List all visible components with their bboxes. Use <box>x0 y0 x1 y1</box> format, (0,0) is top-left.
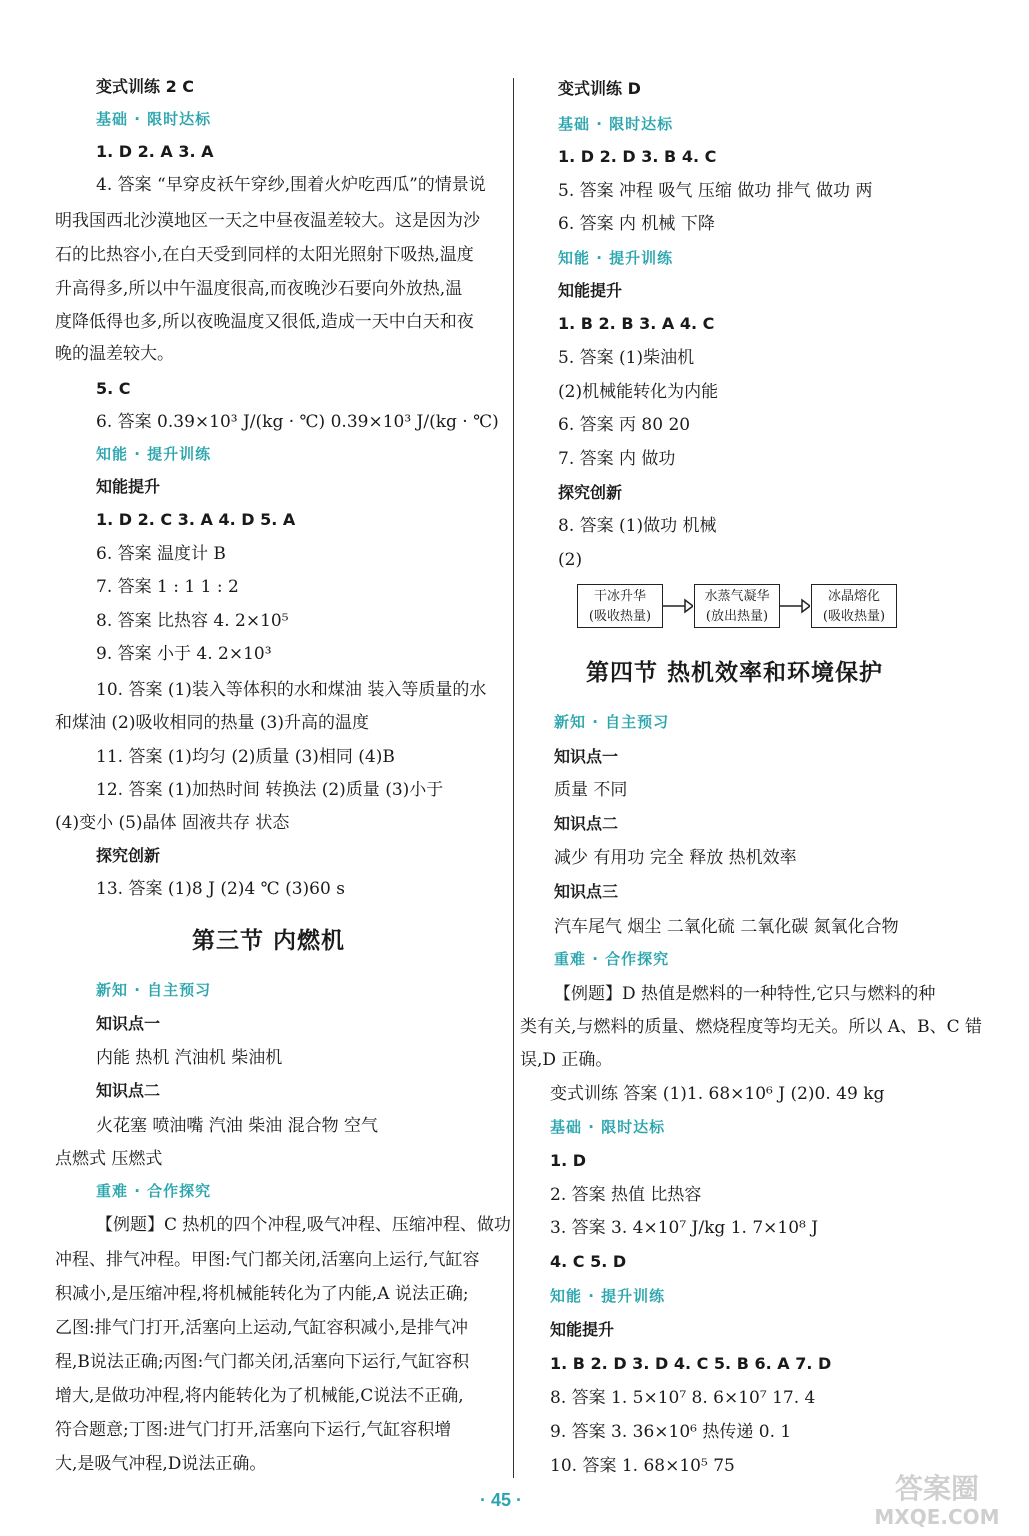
flow-box-1 <box>577 584 663 628</box>
text-line: 知能提升 <box>550 1320 615 1339</box>
text-line: 探究创新 <box>96 846 161 865</box>
text-line: 增大,是做功冲程,将内能转化为了机械能,C说法不正确, <box>55 1386 464 1406</box>
text-line: 1. D 2. D 3. B 4. C <box>558 147 717 166</box>
text-line: 探究创新 <box>558 483 623 502</box>
text-line: (4)变小 (5)晶体 固液共存 状态 <box>55 813 290 833</box>
section-heading: 知能 · 提升训练 <box>96 445 212 463</box>
text-line: 大,是吸气冲程,D说法正确。 <box>55 1454 267 1474</box>
section-heading: 新知 · 自主预习 <box>554 713 670 731</box>
text-line: 积减小,是压缩冲程,将机械能转化为了内能,A 说法正确; <box>55 1284 469 1304</box>
text-line: 1. B 2. B 3. A 4. C <box>558 314 715 333</box>
text-line: 1. D 2. C 3. A 4. D 5. A <box>96 510 296 529</box>
flow-diagram <box>577 584 907 634</box>
text-line: 8. 答案 1. 5×10⁷ 8. 6×10⁷ 17. 4 <box>550 1388 816 1408</box>
text-line: (2)机械能转化为内能 <box>558 382 719 402</box>
section-heading: 重难 · 合作探究 <box>96 1182 212 1200</box>
flow-box-3-note: (吸收热量) <box>822 609 886 624</box>
text-line: 1. D <box>550 1151 587 1170</box>
text-line: 知识点一 <box>554 747 619 766</box>
text-line: 11. 答案 (1)均匀 (2)质量 (3)相同 (4)B <box>96 747 395 767</box>
text-line: 知能提升 <box>96 477 161 496</box>
flow-box-3-title: 冰晶熔化 <box>827 589 880 604</box>
text-line: 8. 答案 (1)做功 机械 <box>558 516 717 536</box>
text-line: 变式训练 D <box>558 79 641 98</box>
text-line: 内能 热机 汽油机 柴油机 <box>96 1048 283 1068</box>
text-line: 10. 答案 1. 68×10⁵ 75 <box>550 1456 735 1476</box>
chapter-title: 第四节 热机效率和环境保护 <box>586 660 884 686</box>
text-line: 5. C <box>96 379 131 398</box>
section-heading: 基础 · 限时达标 <box>96 110 212 128</box>
text-line: 9. 答案 3. 36×10⁶ 热传递 0. 1 <box>550 1422 792 1442</box>
watermark-bottom: MXQE.COM <box>874 1505 1000 1529</box>
chapter-title: 第三节 内燃机 <box>192 928 346 954</box>
text-line: 知识点一 <box>96 1014 161 1033</box>
text-line: 【例题】C 热机的四个冲程,吸气冲程、压缩冲程、做功 <box>96 1215 511 1235</box>
text-line: 6. 答案 丙 80 20 <box>558 415 691 435</box>
text-line: 【例题】D 热值是燃料的一种特性,它只与燃料的种 <box>554 984 936 1004</box>
text-line: 点燃式 压燃式 <box>55 1149 163 1169</box>
text-line: 2. 答案 热值 比热容 <box>550 1185 702 1205</box>
text-line: 7. 答案 1 : 1 1 : 2 <box>96 577 239 597</box>
text-line: 冲程、排气冲程。甲图:气门都关闭,活塞向上运行,气缸容 <box>55 1250 480 1270</box>
text-line: 6. 答案 0.39×10³ J/(kg · ℃) 0.39×10³ J/(kg · ℃) <box>96 412 499 432</box>
section-heading: 新知 · 自主预习 <box>96 981 212 999</box>
flow-box-1-title: 干冰升华 <box>593 589 646 604</box>
text-line: 变式训练 2 C <box>96 77 195 96</box>
text-line: 8. 答案 比热容 4. 2×10⁵ <box>96 611 289 631</box>
text-line: 4. 答案 “早穿皮袄午穿纱,围着火炉吃西瓜”的情景说 <box>96 175 486 195</box>
text-line: 5. 答案 (1)柴油机 <box>558 348 695 368</box>
text-line: 12. 答案 (1)加热时间 转换法 (2)质量 (3)小于 <box>96 780 444 800</box>
section-heading: 基础 · 限时达标 <box>558 115 674 133</box>
text-line: 10. 答案 (1)装入等体积的水和煤油 装入等质量的水 <box>96 680 487 700</box>
text-line: 汽车尾气 烟尘 二氧化硫 二氧化碳 氮氧化合物 <box>554 917 899 937</box>
text-line: 度降低得也多,所以夜晚温度又很低,造成一天中白天和夜 <box>55 312 474 332</box>
text-line: 和煤油 (2)吸收相同的热量 (3)升高的温度 <box>55 713 369 733</box>
text-line: 石的比热容小,在白天受到同样的太阳光照射下吸热,温度 <box>55 245 474 265</box>
section-heading: 知能 · 提升训练 <box>550 1287 666 1305</box>
text-line: 7. 答案 内 做功 <box>558 449 676 469</box>
text-line: 类有关,与燃料的质量、燃烧程度等均无关。所以 A、B、C 错 <box>520 1017 982 1037</box>
text-line: 4. C 5. D <box>550 1252 627 1271</box>
text-line: 质量 不同 <box>554 780 628 800</box>
text-line: 程,B说法正确;丙图:气门都关闭,活塞向下运行,气缸容积 <box>55 1352 470 1372</box>
flow-box-2-note: (放出热量) <box>705 609 769 624</box>
text-line: 1. B 2. D 3. D 4. C 5. B 6. A 7. D <box>550 1354 832 1373</box>
flow-arrow-2-icon <box>780 596 810 616</box>
section-heading: 重难 · 合作探究 <box>554 950 670 968</box>
text-line: 知识点三 <box>554 882 619 901</box>
text-line: 升高得多,所以中午温度很高,而夜晚沙石要向外放热,温 <box>55 279 463 299</box>
text-line: 减少 有用功 完全 释放 热机效率 <box>554 848 797 868</box>
flow-box-3 <box>811 584 897 628</box>
text-line: 13. 答案 (1)8 J (2)4 ℃ (3)60 s <box>96 879 345 899</box>
text-line: 6. 答案 内 机械 下降 <box>558 214 715 234</box>
watermark-top: 答案圈 <box>894 1472 980 1505</box>
text-line: 知识点二 <box>96 1081 161 1100</box>
page-number: · 45 · <box>480 1490 523 1510</box>
flow-arrow-1-icon <box>663 596 693 616</box>
text-line: 1. D 2. A 3. A <box>96 142 214 161</box>
text-line: (2) <box>558 550 583 570</box>
flow-box-2-title: 水蒸气凝华 <box>704 589 770 604</box>
text-line: 变式训练 答案 (1)1. 68×10⁶ J (2)0. 49 kg <box>550 1084 885 1104</box>
text-line: 火花塞 喷油嘴 汽油 柴油 混合物 空气 <box>96 1116 379 1136</box>
watermark-logo-icon <box>852 1468 1022 1530</box>
text-line: 9. 答案 小于 4. 2×10³ <box>96 644 272 664</box>
text-line: 6. 答案 温度计 B <box>96 544 226 564</box>
text-line: 晚的温差较大。 <box>55 344 174 364</box>
text-line: 3. 答案 3. 4×10⁷ J/kg 1. 7×10⁸ J <box>550 1218 819 1238</box>
text-line: 符合题意;丁图:进气门打开,活塞向下运行,气缸容积增 <box>55 1420 452 1440</box>
text-line: 明我国西北沙漠地区一天之中昼夜温差较大。这是因为沙 <box>55 211 480 231</box>
column-divider <box>513 78 514 1478</box>
flow-box-1-note: (吸收热量) <box>588 609 652 624</box>
section-heading: 基础 · 限时达标 <box>550 1118 666 1136</box>
text-line: 5. 答案 冲程 吸气 压缩 做功 排气 做功 两 <box>558 181 873 201</box>
text-line: 误,D 正确。 <box>520 1050 613 1070</box>
flow-box-2 <box>694 584 780 628</box>
section-heading: 知能 · 提升训练 <box>558 249 674 267</box>
text-line: 乙图:排气门打开,活塞向上运动,气缸容积减小,是排气冲 <box>55 1318 468 1338</box>
text-line: 知能提升 <box>558 281 623 300</box>
text-line: 知识点二 <box>554 814 619 833</box>
